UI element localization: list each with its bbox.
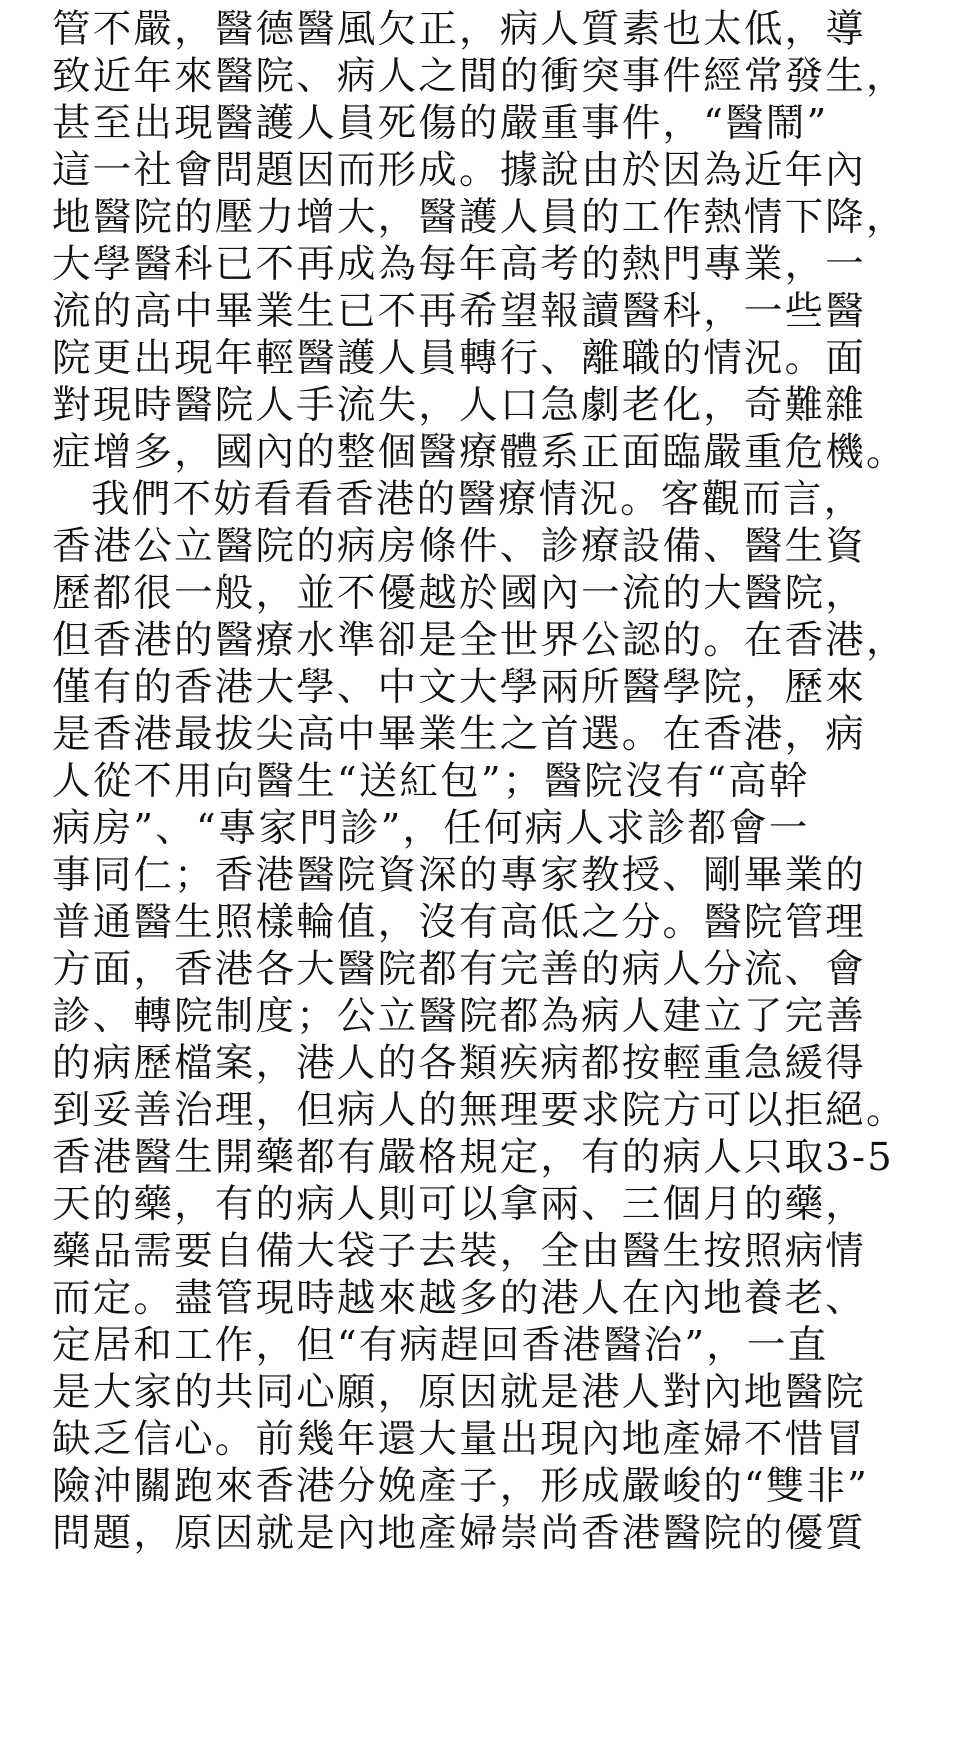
- text-line: 管不嚴，醫德醫風欠正，病人質素也太低，導: [52, 7, 867, 52]
- text-line: 險沖關跑來香港分娩產子，形成嚴峻的“雙非”: [52, 1464, 870, 1509]
- text-line: 這一社會問題因而形成。據說由於因為近年內: [52, 148, 867, 193]
- text-line: 而定。盡管現時越來越多的港人在內地養老、: [52, 1276, 867, 1321]
- text-line: 但香港的醫療水準卻是全世界公認的。在香港，: [52, 618, 907, 663]
- text-line: 香港公立醫院的病房條件、診療設備、醫生資: [52, 524, 867, 569]
- text-line: 定居和工作，但“有病趕回香港醫治”，一直: [52, 1323, 829, 1368]
- text-line: 診、轉院制度；公立醫院都為病人建立了完善: [52, 994, 867, 1039]
- text-line: 是香港最拔尖高中畢業生之首選。在香港，病: [52, 712, 867, 757]
- text-line: 問題，原因就是內地產婦崇尚香港醫院的優質: [52, 1511, 867, 1556]
- text-line: 對現時醫院人手流失，人口急劇老化，奇難雜: [52, 383, 867, 428]
- text-line: 天的藥，有的病人則可以拿兩、三個月的藥，: [52, 1182, 867, 1227]
- text-line: 普通醫生照樣輪值，沒有高低之分。醫院管理: [52, 900, 867, 945]
- text-line: 的病歷檔案，港人的各類疾病都按輕重急緩得: [52, 1041, 867, 1086]
- text-line: 僅有的香港大學、中文大學兩所醫學院，歷來: [52, 665, 867, 710]
- text-line: 致近年來醫院、病人之間的衝突事件經常發生，: [52, 54, 907, 99]
- text-line: 甚至出現醫護人員死傷的嚴重事件，“醫鬧”: [52, 101, 829, 146]
- text-line: 病房”、“專家門診”，任何病人求診都會一: [52, 806, 810, 851]
- text-line: 是大家的共同心願，原因就是港人對內地醫院: [52, 1370, 867, 1415]
- text-line: 院更出現年輕醫護人員轉行、離職的情況。面: [52, 336, 867, 381]
- text-line: 缺乏信心。前幾年還大量出現內地產婦不惜冒: [52, 1417, 867, 1462]
- text-line: 流的高中畢業生已不再希望報讀醫科，一些醫: [52, 289, 867, 334]
- text-line: 到妥善治理，但病人的無理要求院方可以拒絕。: [52, 1088, 907, 1133]
- text-line: 事同仁；香港醫院資深的專家教授、剛畢業的: [52, 853, 867, 898]
- text-line: 香港醫生開藥都有嚴格規定，有的病人只取3-5: [52, 1135, 894, 1180]
- text-line: 人從不用向醫生“送紅包”；醫院沒有“高幹: [52, 759, 810, 804]
- text-line: 大學醫科已不再成為每年高考的熱門專業，一: [52, 242, 867, 287]
- text-line: 藥品需要自備大袋子去裝，全由醫生按照病情: [52, 1229, 867, 1274]
- text-line: 症增多，國內的整個醫療體系正面臨嚴重危機。: [52, 430, 907, 475]
- text-line: 方面，香港各大醫院都有完善的病人分流、會: [52, 947, 867, 992]
- text-line: 地醫院的壓力增大，醫護人員的工作熱情下降，: [52, 195, 907, 240]
- text-line: 歷都很一般，並不優越於國內一流的大醫院，: [52, 571, 867, 616]
- text-line: 我們不妨看看香港的醫療情況。客觀而言，: [91, 477, 865, 522]
